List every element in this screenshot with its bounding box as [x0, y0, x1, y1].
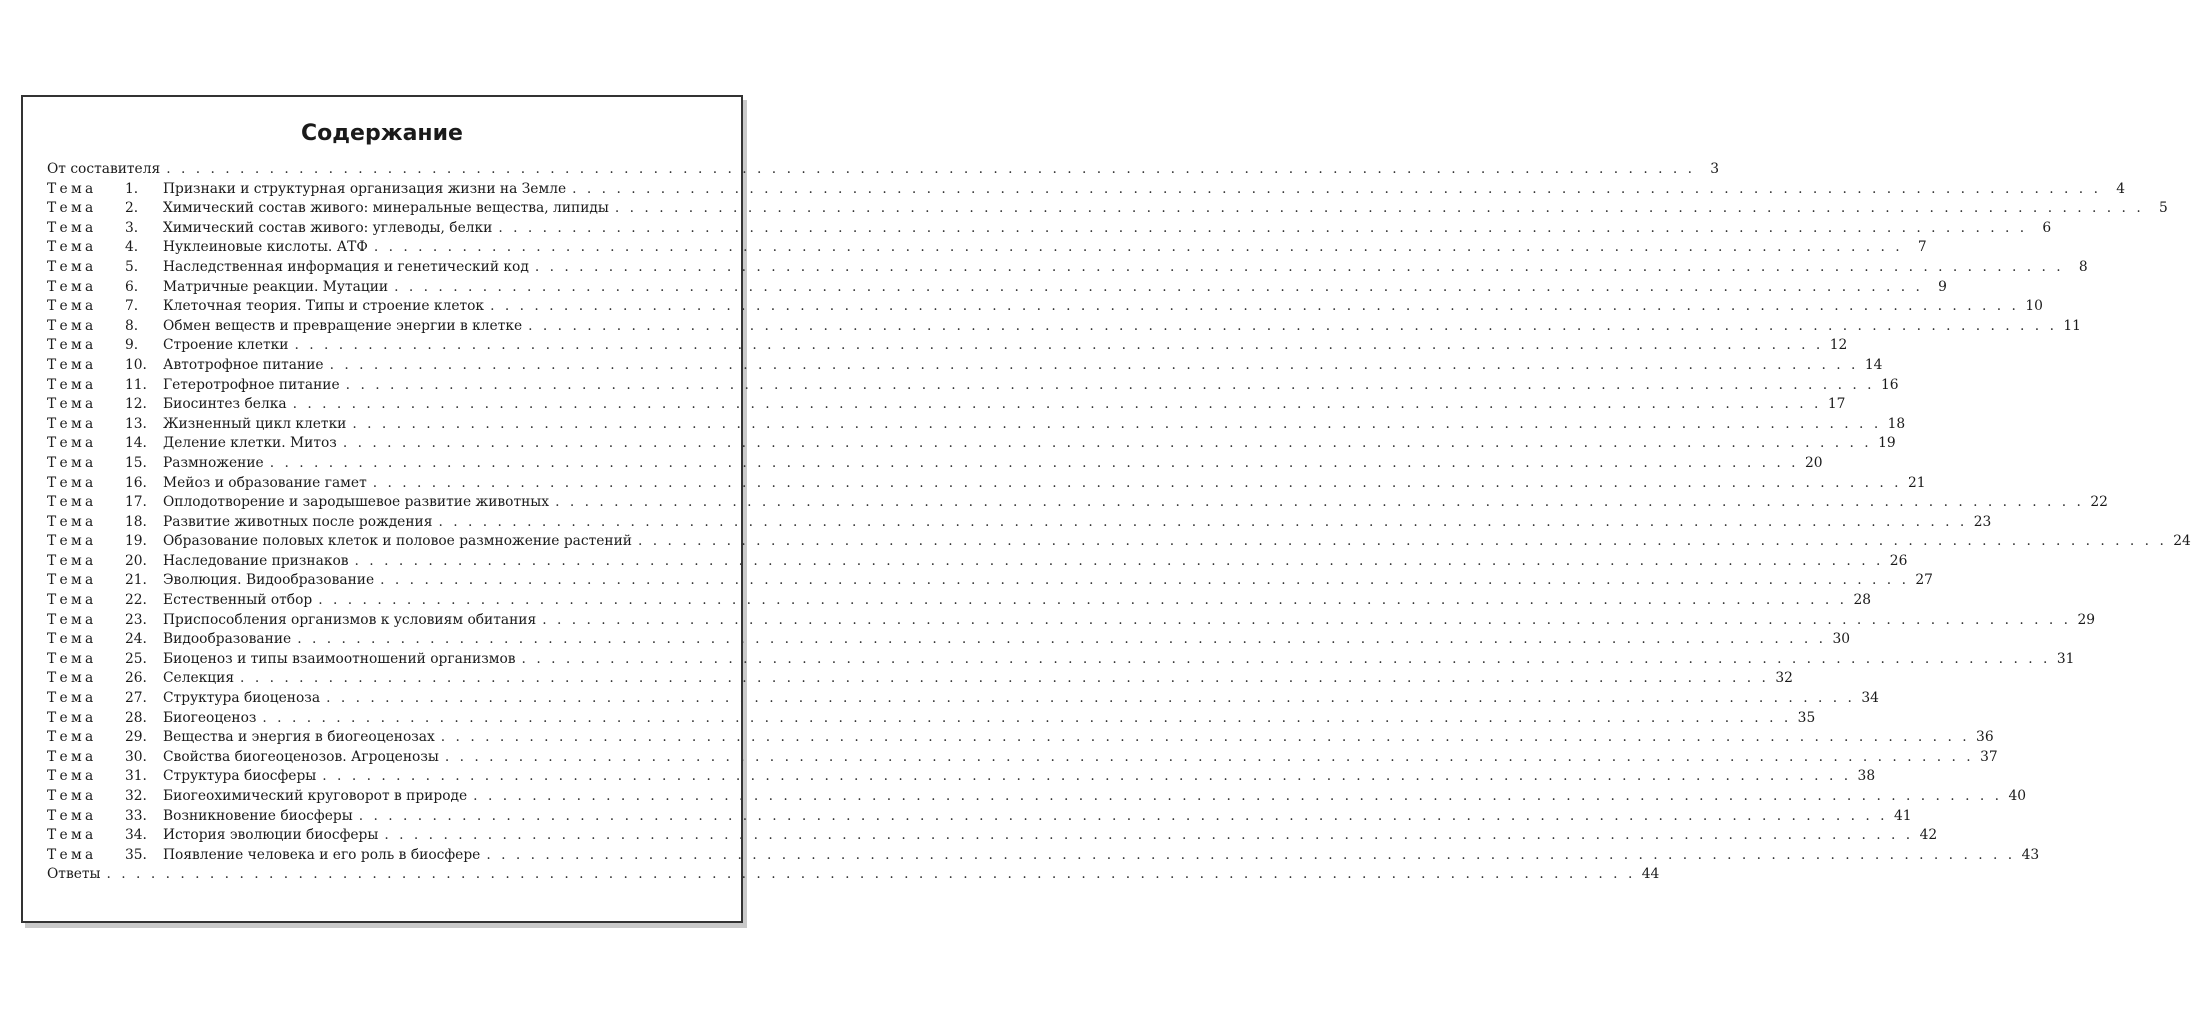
- toc-entry-number: 19.: [125, 533, 147, 550]
- dot-leader: [294, 337, 1823, 353]
- toc-entry-page-number: 5: [2158, 200, 2168, 217]
- toc-entry-page-number: 41: [1893, 807, 1912, 824]
- toc-entry: [47, 866, 1660, 886]
- toc-entry: [47, 494, 2108, 514]
- toc-entry-title: Структура биосферы: [163, 768, 317, 785]
- dot-leader: [522, 651, 2051, 667]
- toc-entry-title: Химический состав живого: углеводы, белки: [163, 219, 493, 236]
- toc-entry: [47, 592, 1872, 612]
- toc-entry-number: 22.: [125, 592, 147, 609]
- toc-entry-prefix: Тема: [47, 337, 97, 354]
- toc-entry-number: 14.: [125, 435, 147, 452]
- toc-entry-number: 5.: [125, 258, 139, 275]
- toc-entry-title: Селекция: [163, 670, 235, 687]
- toc-entry: [47, 709, 1816, 730]
- dot-leader: [445, 749, 1974, 765]
- dot-leader: [293, 396, 1822, 412]
- toc-entry-number: 7.: [125, 298, 139, 315]
- dot-leader: [486, 847, 2015, 863]
- toc-entry-number: 9.: [125, 337, 139, 354]
- toc-entry-page-number: 10: [2025, 298, 2043, 315]
- toc-entry-title: Биогеоценоз: [163, 709, 257, 726]
- toc-entry-page-number: 24: [2173, 533, 2191, 550]
- toc-entry-number: 20.: [125, 552, 147, 569]
- toc-entry-title: Обмен веществ и превращение энергии в клетке: [163, 317, 523, 334]
- toc-entry-prefix: Тема: [47, 670, 97, 687]
- dot-leader: [380, 572, 1909, 588]
- toc-entry-title: Гетеротрофное питание: [163, 376, 340, 393]
- toc-entry-page-number: 18: [1887, 415, 1906, 432]
- toc-entry-title: От составителя: [47, 161, 161, 177]
- toc-entry-page-number: 27: [1915, 572, 1933, 589]
- toc-entry-prefix: Тема: [47, 827, 97, 844]
- toc-entry-title: Вещества и энергия в биогеоценозах: [163, 729, 435, 746]
- toc-entry-title: Признаки и структурная организация жизни на Земле: [163, 180, 567, 197]
- contents-page: [21, 95, 2191, 923]
- toc-entry: [47, 650, 2075, 671]
- toc-entry-number: 27.: [125, 690, 147, 707]
- toc-entry-page-number: 31: [2056, 650, 2075, 667]
- toc-entry: [47, 337, 1848, 357]
- toc-entry-number: 13.: [125, 415, 147, 432]
- toc-entry-prefix: Тема: [47, 690, 97, 707]
- toc-entry-number: 35.: [125, 846, 147, 863]
- toc-entry-prefix: Тема: [47, 846, 97, 863]
- toc-entry-number: 28.: [125, 709, 147, 726]
- toc-entry-page-number: 40: [2008, 788, 2026, 804]
- toc-entry-page-number: 23: [1973, 513, 1992, 530]
- toc-entry-title: Автотрофное питание: [163, 356, 324, 373]
- toc-entry-number: 29.: [125, 729, 147, 746]
- toc-entry-page-number: 20: [1804, 454, 1823, 471]
- toc-entry-prefix: Тема: [47, 533, 97, 550]
- toc-entry-title: Деление клетки. Митоз: [163, 435, 337, 452]
- toc-entry-page-number: 43: [2021, 846, 2040, 863]
- toc-entry-page-number: 32: [1775, 670, 1793, 687]
- toc-entry-number: 8.: [125, 317, 139, 334]
- toc-entry: [47, 552, 1908, 573]
- toc-entry-prefix: Тема: [47, 788, 97, 804]
- dot-leader: [326, 690, 1855, 706]
- toc-entry-prefix: Тема: [47, 709, 97, 726]
- toc-entry-number: 18.: [125, 513, 147, 530]
- toc-entry-title: Биосинтез белка: [163, 396, 287, 413]
- table-of-contents: [47, 161, 2191, 886]
- toc-entry-number: 26.: [125, 670, 147, 687]
- dot-leader: [572, 181, 2101, 197]
- dot-leader: [330, 357, 1859, 373]
- toc-entry-number: 34.: [125, 827, 147, 844]
- toc-entry: [47, 278, 1947, 299]
- toc-entry-title: Матричные реакции. Мутации: [163, 278, 389, 295]
- dot-leader: [107, 866, 1636, 882]
- toc-entry-title: Ответы: [47, 866, 101, 883]
- page-title: Содержание: [301, 121, 463, 146]
- toc-entry-page-number: 34: [1861, 690, 1879, 707]
- toc-entry: [47, 748, 1998, 769]
- dot-leader: [473, 788, 2002, 804]
- toc-entry-title: Эволюция. Видообразование: [163, 572, 375, 589]
- toc-entry-page-number: 29: [2077, 611, 2096, 628]
- toc-entry-title: Клеточная теория. Типы и строение клеток: [163, 298, 485, 315]
- toc-entry-title: Приспособления организмов к условиям обитания: [163, 611, 537, 628]
- dot-leader: [555, 494, 2084, 510]
- toc-entry-number: 25.: [125, 650, 147, 667]
- toc-entry: [47, 827, 1938, 847]
- toc-entry-prefix: Тема: [47, 454, 97, 471]
- toc-entry: [47, 219, 2052, 240]
- toc-entry-prefix: Тема: [47, 729, 97, 746]
- dot-leader: [359, 808, 1888, 824]
- toc-entry-prefix: Тема: [47, 494, 97, 511]
- toc-entry-page-number: 4: [2116, 180, 2125, 197]
- toc-entry: [47, 474, 1926, 495]
- toc-entry: [47, 729, 1994, 749]
- toc-entry-number: 4.: [125, 239, 139, 256]
- toc-entry-prefix: Тема: [47, 278, 97, 295]
- toc-entry-number: 3.: [125, 219, 139, 236]
- toc-entry: [47, 180, 2125, 201]
- dot-leader: [355, 553, 1884, 569]
- dot-leader: [384, 827, 1913, 843]
- toc-entry-page-number: 3: [1710, 161, 1720, 177]
- toc-entry-number: 30.: [125, 748, 147, 765]
- toc-entry: [47, 768, 1876, 788]
- toc-entry-number: 24.: [125, 631, 147, 648]
- toc-entry-title: Нуклеиновые кислоты. АТФ: [163, 239, 368, 256]
- toc-entry-page-number: 37: [1980, 748, 1998, 765]
- toc-entry-page-number: 16: [1880, 376, 1899, 393]
- dot-leader: [270, 455, 1799, 471]
- dot-leader: [638, 533, 2167, 549]
- toc-entry-page-number: 42: [1919, 827, 1938, 844]
- dot-leader: [490, 298, 2019, 314]
- dot-leader: [343, 435, 1872, 451]
- toc-entry-prefix: Тема: [47, 396, 97, 413]
- toc-entry-prefix: Тема: [47, 807, 97, 824]
- dot-leader: [166, 161, 1695, 177]
- dot-leader: [438, 514, 1967, 530]
- toc-entry-prefix: Тема: [47, 298, 97, 315]
- toc-entry-number: 15.: [125, 454, 147, 471]
- toc-entry-number: 11.: [125, 376, 147, 393]
- toc-entry-prefix: Тема: [47, 748, 97, 765]
- toc-entry-page-number: 12: [1829, 337, 1848, 354]
- toc-entry-page-number: 36: [1976, 729, 1994, 746]
- toc-entry-page-number: 19: [1878, 435, 1896, 452]
- toc-entry: [47, 376, 1899, 397]
- toc-entry-number: 10.: [125, 356, 147, 373]
- toc-entry-page-number: 11: [2063, 317, 2081, 334]
- toc-entry-number: 1.: [125, 180, 139, 197]
- toc-entry-prefix: Тема: [47, 356, 97, 373]
- toc-entry-page-number: 21: [1907, 474, 1926, 491]
- toc-entry: [47, 788, 2026, 808]
- toc-entry-prefix: Тема: [47, 376, 97, 393]
- dot-leader: [262, 710, 1791, 726]
- dot-leader: [374, 239, 1903, 255]
- toc-entry-page-number: 22: [2090, 494, 2108, 511]
- toc-entry-title: Жизненный цикл клетки: [163, 415, 347, 432]
- toc-entry: [47, 513, 1992, 534]
- toc-entry-prefix: Тема: [47, 219, 97, 236]
- toc-entry: [47, 846, 2040, 867]
- toc-entry-title: Свойства биогеоценозов. Агроценозы: [163, 748, 439, 765]
- toc-entry-number: 2.: [125, 200, 139, 217]
- toc-entry-prefix: Тема: [47, 552, 97, 569]
- toc-entry-title: Развитие животных после рождения: [163, 513, 433, 530]
- dot-leader: [615, 200, 2144, 216]
- dot-leader: [373, 475, 1902, 491]
- toc-entry-page-number: 14: [1864, 356, 1883, 373]
- dot-leader: [240, 670, 1769, 686]
- toc-entry: [47, 298, 2043, 318]
- toc-entry-title: Биогеохимический круговорот в природе: [163, 788, 468, 804]
- toc-entry-title: Естественный отбор: [163, 592, 313, 609]
- toc-entry-prefix: Тема: [47, 415, 97, 432]
- toc-entry-prefix: Тема: [47, 513, 97, 530]
- toc-entry-prefix: Тема: [47, 631, 97, 648]
- toc-entry-page-number: 30: [1832, 631, 1851, 648]
- toc-entry-prefix: Тема: [47, 650, 97, 667]
- toc-entry-prefix: Тема: [47, 592, 97, 609]
- toc-entry-title: Возникновение биосферы: [163, 807, 353, 824]
- toc-entry-prefix: Тема: [47, 611, 97, 628]
- toc-entry-prefix: Тема: [47, 435, 97, 452]
- toc-entry-prefix: Тема: [47, 200, 97, 217]
- toc-entry: [47, 631, 1851, 651]
- dot-leader: [394, 279, 1923, 295]
- dot-leader: [297, 631, 1826, 647]
- toc-entry-page-number: 35: [1797, 709, 1816, 726]
- toc-entry-title: Видообразование: [163, 631, 292, 648]
- dot-leader: [322, 768, 1851, 784]
- toc-entry-prefix: Тема: [47, 180, 97, 197]
- toc-entry: [47, 454, 1823, 475]
- toc-entry-prefix: Тема: [47, 474, 97, 491]
- toc-entry-page-number: 26: [1889, 552, 1908, 569]
- dot-leader: [498, 220, 2027, 236]
- dot-leader: [441, 729, 1970, 745]
- toc-entry-number: 32.: [125, 788, 147, 804]
- toc-entry: [47, 258, 2088, 279]
- toc-entry: [47, 415, 1906, 436]
- toc-entry: [47, 690, 1879, 710]
- toc-entry: [47, 161, 1720, 181]
- toc-entry-page-number: 8: [2078, 258, 2088, 275]
- toc-entry-number: 23.: [125, 611, 147, 628]
- toc-entry-prefix: Тема: [47, 768, 97, 785]
- toc-entry-page-number: 9: [1938, 278, 1947, 295]
- toc-entry-page-number: 6: [2042, 219, 2052, 236]
- toc-entry: [47, 239, 1927, 259]
- dot-leader: [528, 318, 2057, 334]
- toc-entry-number: 6.: [125, 278, 139, 295]
- toc-entry: [47, 200, 2168, 220]
- toc-entry-number: 12.: [125, 396, 147, 413]
- toc-entry: [47, 533, 2191, 553]
- toc-entry-page-number: 7: [1917, 239, 1927, 256]
- toc-entry-prefix: Тема: [47, 239, 97, 256]
- toc-entry-title: Наследование признаков: [163, 552, 349, 569]
- toc-entry-title: Оплодотворение и зародышевое развитие животных: [163, 494, 550, 511]
- toc-entry-page-number: 38: [1857, 768, 1876, 785]
- toc-entry-title: Мейоз и образование гамет: [163, 474, 367, 491]
- toc-entry-title: Появление человека и его роль в биосфере: [163, 846, 481, 863]
- toc-entry-prefix: Тема: [47, 258, 97, 275]
- toc-entry: [47, 317, 2081, 338]
- toc-entry: [47, 435, 1896, 455]
- toc-entry-title: Образование половых клеток и половое размножение растений: [163, 533, 632, 550]
- toc-entry-number: 17.: [125, 494, 147, 511]
- toc-entry-prefix: Тема: [47, 317, 97, 334]
- toc-entry-number: 33.: [125, 807, 147, 824]
- toc-entry-page-number: 28: [1853, 592, 1872, 609]
- dot-leader: [318, 592, 1847, 608]
- toc-entry: [47, 572, 1933, 592]
- toc-entry-title: Размножение: [163, 454, 264, 471]
- toc-entry-title: Структура биоценоза: [163, 690, 321, 707]
- toc-entry-page-number: 17: [1827, 396, 1846, 413]
- toc-entry-title: Наследственная информация и генетический код: [163, 258, 529, 275]
- toc-entry-title: Строение клетки: [163, 337, 289, 354]
- dot-leader: [352, 416, 1881, 432]
- toc-entry: [47, 807, 1912, 828]
- toc-entry: [47, 670, 1793, 690]
- toc-entry-title: Биоценоз и типы взаимоотношений организмов: [163, 650, 516, 667]
- toc-entry-number: 31.: [125, 768, 147, 785]
- toc-entry: [47, 396, 1846, 416]
- toc-entry-title: История эволюции биосферы: [163, 827, 379, 844]
- dot-leader: [535, 259, 2064, 275]
- toc-entry: [47, 356, 1883, 377]
- toc-entry-number: 16.: [125, 474, 147, 491]
- toc-entry-title: Химический состав живого: минеральные вещества, липиды: [163, 200, 609, 217]
- toc-entry-prefix: Тема: [47, 572, 97, 589]
- toc-entry-page-number: 44: [1641, 866, 1660, 883]
- dot-leader: [542, 612, 2071, 628]
- toc-entry: [47, 611, 2096, 632]
- dot-leader: [346, 377, 1875, 393]
- toc-entry-number: 21.: [125, 572, 147, 589]
